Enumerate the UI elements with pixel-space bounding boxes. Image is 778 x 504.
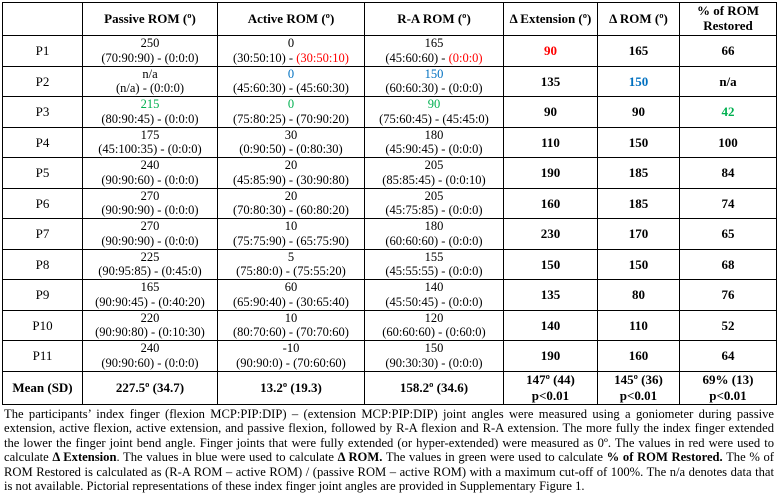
footnote-bold-term: Δ Extension bbox=[52, 450, 117, 465]
data-cell bbox=[680, 310, 777, 341]
value: 180 bbox=[424, 219, 444, 233]
table-row bbox=[3, 188, 777, 219]
value: 165 bbox=[424, 36, 444, 50]
value: 227.5º (34.7) bbox=[115, 379, 185, 395]
value: 90 bbox=[632, 104, 645, 120]
value: (90:90:90) - (0:0:0) bbox=[101, 233, 199, 248]
value: 180 bbox=[424, 127, 444, 142]
value: 240 bbox=[140, 158, 160, 172]
value: 158.2º (34.6) bbox=[399, 379, 469, 395]
value: (45:50:45) - (0:0:0) bbox=[385, 294, 483, 309]
value: (90:90:60) - (0:0:0) bbox=[101, 355, 199, 370]
participant-label: P3 bbox=[3, 97, 83, 128]
value: n/a bbox=[719, 73, 737, 89]
value-red: 90 bbox=[544, 43, 557, 59]
data-cell bbox=[365, 249, 504, 280]
participant-label: P8 bbox=[3, 249, 83, 280]
value: 110 bbox=[541, 134, 560, 150]
data-cell bbox=[365, 371, 504, 404]
value: (80:70:60) - (70:70:60) bbox=[233, 325, 349, 340]
value: (75:80:0) - (75:55:20) bbox=[236, 264, 346, 279]
data-cell bbox=[504, 371, 598, 404]
table-row bbox=[3, 66, 777, 97]
data-cell bbox=[365, 97, 504, 128]
value: 65 bbox=[721, 226, 735, 242]
column-header: Passive ROM (º) bbox=[83, 3, 218, 36]
value: (45:85:90) - (30:90:80) bbox=[233, 172, 349, 187]
data-cell bbox=[83, 341, 218, 372]
footnote-text: . The values in blue were used to calculate bbox=[116, 450, 338, 465]
header-row bbox=[3, 3, 777, 36]
value: 165 bbox=[140, 280, 160, 294]
value: 13.2º (19.3) bbox=[260, 379, 322, 395]
value: 76 bbox=[721, 287, 735, 303]
data-cell bbox=[83, 66, 218, 97]
participant-label: P2 bbox=[3, 66, 83, 97]
value: 68 bbox=[721, 256, 735, 272]
data-cell bbox=[598, 188, 680, 219]
value: 60 bbox=[284, 280, 298, 294]
value: 74 bbox=[721, 195, 735, 211]
value: 135 bbox=[540, 73, 561, 89]
value-green: 90 bbox=[427, 97, 441, 111]
data-cell bbox=[218, 127, 365, 158]
value: (90:90:90) - (0:0:0) bbox=[101, 203, 199, 218]
column-header: % of ROM Restored bbox=[680, 3, 777, 36]
footnote-bold-term: Δ ROM. bbox=[337, 450, 383, 465]
data-cell bbox=[598, 219, 680, 250]
data-cell bbox=[504, 280, 598, 311]
value: 120 bbox=[424, 310, 444, 325]
data-cell bbox=[504, 158, 598, 189]
data-cell bbox=[83, 127, 218, 158]
data-cell bbox=[598, 158, 680, 189]
value: 20 bbox=[284, 158, 298, 172]
rom-results-table bbox=[2, 2, 777, 405]
table-row bbox=[3, 371, 777, 404]
value: 150 bbox=[628, 256, 649, 272]
table-row bbox=[3, 127, 777, 158]
value: 145º (36) bbox=[614, 371, 663, 387]
data-cell bbox=[83, 36, 218, 67]
table-row bbox=[3, 97, 777, 128]
table-row bbox=[3, 249, 777, 280]
value: 69% (13) bbox=[702, 371, 754, 387]
value: 270 bbox=[140, 188, 160, 203]
value: (90:90:0) - (70:60:60) bbox=[236, 355, 346, 370]
value: (0:90:50) - (0:80:30) bbox=[239, 142, 343, 157]
corner-cell bbox=[3, 3, 83, 36]
data-cell bbox=[83, 371, 218, 404]
value: n/a bbox=[142, 66, 158, 81]
value: 66 bbox=[721, 43, 735, 59]
value: -10 bbox=[282, 341, 300, 355]
data-cell bbox=[504, 97, 598, 128]
data-cell bbox=[365, 36, 504, 67]
data-cell bbox=[218, 341, 365, 372]
data-cell bbox=[218, 310, 365, 341]
data-cell bbox=[218, 188, 365, 219]
value: (45:60:30) - (45:60:30) bbox=[233, 81, 349, 96]
data-cell bbox=[365, 188, 504, 219]
value: 147º (44) bbox=[526, 371, 575, 387]
data-cell bbox=[598, 36, 680, 67]
data-cell bbox=[218, 36, 365, 67]
data-cell bbox=[680, 36, 777, 67]
value: 10 bbox=[284, 310, 298, 325]
table-row bbox=[3, 36, 777, 67]
data-cell bbox=[598, 310, 680, 341]
value: 140 bbox=[424, 280, 444, 294]
footnote-text: The % of ROM Restored is calculated as (R-A ROM – active ROM) / (passive ROM – active ROM) with a maximum cut-off of 100%. The n/a denotes data that is not available. Pictorial representations of these index finger joint angles are provided in Supplementary Figure 1. bbox=[4, 450, 774, 494]
value: 20 bbox=[284, 188, 298, 203]
data-cell bbox=[504, 127, 598, 158]
value: 150 bbox=[540, 256, 561, 272]
value: 0 bbox=[287, 36, 295, 50]
data-cell bbox=[680, 127, 777, 158]
value: 150 bbox=[628, 134, 649, 150]
data-cell bbox=[680, 280, 777, 311]
value-green: 0 bbox=[287, 97, 295, 111]
value: (60:60:60) - (0:0:0) bbox=[385, 233, 483, 248]
data-cell bbox=[680, 341, 777, 372]
participant-label: P7 bbox=[3, 219, 83, 250]
data-cell bbox=[598, 341, 680, 372]
value: (80:90:45) - (0:0:0) bbox=[101, 111, 199, 126]
data-cell bbox=[218, 249, 365, 280]
footnote-bold-term: % of ROM Restored. bbox=[606, 450, 723, 465]
data-cell bbox=[504, 310, 598, 341]
value: 110 bbox=[629, 317, 648, 333]
data-cell bbox=[218, 97, 365, 128]
value: 170 bbox=[628, 226, 649, 242]
column-header: Δ ROM (º) bbox=[598, 3, 680, 36]
value: 10 bbox=[284, 219, 298, 233]
value: 220 bbox=[140, 310, 160, 325]
value-red: (30:50:10) bbox=[296, 50, 349, 65]
data-cell bbox=[680, 97, 777, 128]
value-blue: 150 bbox=[424, 66, 444, 81]
value: p<0.01 bbox=[619, 387, 658, 403]
value: (90:90:60) - (0:0:0) bbox=[101, 172, 199, 187]
value-red: (0:0:0) bbox=[448, 50, 483, 65]
value-green: 42 bbox=[721, 104, 735, 120]
data-cell bbox=[504, 249, 598, 280]
value: 64 bbox=[721, 348, 735, 364]
value: (90:95:85) - (0:45:0) bbox=[98, 264, 202, 279]
value: 52 bbox=[721, 317, 735, 333]
participant-label: P6 bbox=[3, 188, 83, 219]
data-cell bbox=[83, 280, 218, 311]
value: (70:80:30) - (60:80:20) bbox=[233, 203, 349, 218]
participant-label: P10 bbox=[3, 310, 83, 341]
participant-label: P1 bbox=[3, 36, 83, 67]
value: (90:30:30) - (0:0:0) bbox=[385, 355, 483, 370]
value: (90:90:45) - (0:40:20) bbox=[95, 294, 205, 309]
table-row bbox=[3, 310, 777, 341]
value: 230 bbox=[540, 226, 561, 242]
data-cell bbox=[598, 280, 680, 311]
value: (65:90:40) - (30:65:40) bbox=[233, 294, 349, 309]
value: (60:60:30) - (0:0:0) bbox=[385, 81, 483, 96]
table-row bbox=[3, 158, 777, 189]
data-cell bbox=[504, 341, 598, 372]
data-cell bbox=[504, 66, 598, 97]
data-cell bbox=[365, 341, 504, 372]
table-row bbox=[3, 280, 777, 311]
value: 185 bbox=[628, 195, 649, 211]
data-cell bbox=[598, 249, 680, 280]
column-header: R-A ROM (º) bbox=[365, 3, 504, 36]
data-cell bbox=[680, 66, 777, 97]
value: 160 bbox=[628, 348, 649, 364]
value: (75:80:25) - (70:90:20) bbox=[233, 111, 349, 126]
data-cell bbox=[365, 280, 504, 311]
data-cell bbox=[680, 371, 777, 404]
value-blue: 0 bbox=[287, 66, 295, 81]
data-cell bbox=[365, 127, 504, 158]
data-cell bbox=[218, 280, 365, 311]
table-row bbox=[3, 341, 777, 372]
value: 190 bbox=[540, 348, 561, 364]
data-cell bbox=[365, 158, 504, 189]
value: 205 bbox=[424, 158, 444, 172]
data-cell bbox=[218, 371, 365, 404]
data-cell bbox=[83, 219, 218, 250]
column-header: Δ Extension (º) bbox=[504, 3, 598, 36]
value: 205 bbox=[424, 188, 444, 203]
value: (85:85:45) - (0:0:10) bbox=[382, 172, 486, 187]
data-cell bbox=[218, 66, 365, 97]
value: 90 bbox=[544, 104, 557, 120]
value: 155 bbox=[424, 249, 444, 264]
value: (45:90:45) - (0:0:0) bbox=[385, 142, 483, 157]
value: 84 bbox=[721, 165, 735, 181]
value: (75:75:90) - (65:75:90) bbox=[233, 233, 349, 248]
data-cell bbox=[504, 36, 598, 67]
data-cell bbox=[83, 310, 218, 341]
table-body bbox=[3, 36, 777, 405]
value-green: 215 bbox=[140, 97, 160, 111]
value: 165 bbox=[628, 43, 649, 59]
data-cell bbox=[504, 188, 598, 219]
value: (75:60:45) - (45:45:0) bbox=[379, 111, 489, 126]
table-row bbox=[3, 219, 777, 250]
value: (45:100:35) - (0:0:0) bbox=[98, 142, 202, 157]
value: p<0.01 bbox=[709, 387, 747, 403]
value: (70:90:90) - (0:0:0) bbox=[101, 50, 199, 65]
value-blue: 150 bbox=[628, 73, 649, 89]
footnote bbox=[2, 405, 776, 495]
value: (30:50:10) - bbox=[233, 50, 297, 65]
data-cell bbox=[680, 219, 777, 250]
data-cell bbox=[365, 66, 504, 97]
data-cell bbox=[83, 188, 218, 219]
value: (45:55:55) - (0:0:0) bbox=[385, 264, 483, 279]
value: (90:90:80) - (0:10:30) bbox=[95, 325, 205, 340]
footnote-text: The values in green were used to calculate bbox=[382, 450, 607, 465]
value: (45:60:60) - bbox=[385, 50, 449, 65]
participant-label: P5 bbox=[3, 158, 83, 189]
value: (n/a) - (0:0:0) bbox=[115, 81, 185, 96]
value: 100 bbox=[718, 134, 738, 150]
mean-label: Mean (SD) bbox=[3, 371, 83, 404]
data-cell bbox=[83, 158, 218, 189]
value: 175 bbox=[140, 127, 160, 142]
data-cell bbox=[365, 219, 504, 250]
value: 140 bbox=[540, 317, 561, 333]
value: 240 bbox=[140, 341, 160, 355]
data-cell bbox=[680, 188, 777, 219]
value: 270 bbox=[140, 219, 160, 233]
value: 150 bbox=[424, 341, 444, 355]
data-cell bbox=[365, 310, 504, 341]
data-cell bbox=[680, 249, 777, 280]
data-cell bbox=[218, 158, 365, 189]
participant-label: P4 bbox=[3, 127, 83, 158]
data-cell bbox=[598, 371, 680, 404]
data-cell bbox=[598, 127, 680, 158]
value: (45:75:85) - (0:0:0) bbox=[385, 203, 483, 218]
data-cell bbox=[504, 219, 598, 250]
value: (60:60:60) - (0:60:0) bbox=[382, 325, 486, 340]
data-cell bbox=[680, 158, 777, 189]
data-cell bbox=[598, 97, 680, 128]
value: 160 bbox=[540, 195, 561, 211]
value: 250 bbox=[140, 36, 160, 50]
value: 190 bbox=[540, 165, 561, 181]
data-cell bbox=[598, 66, 680, 97]
value: 225 bbox=[140, 249, 160, 264]
data-cell bbox=[83, 97, 218, 128]
data-cell bbox=[218, 219, 365, 250]
value: 135 bbox=[540, 287, 561, 303]
footnote-text: The participants’ index finger (flexion MCP:PIP:DIP) – (extension MCP:PIP:DIP) joint angles were measured using a goniometer during passive extension, active flexion, active extension, and passive flexion, followed by R-A flexion and R-A extension. The more fully the index finger extended the lower the finger joint bend angle. Finger joints that were fully extended (or hyper-extended) were measured as 0º. The values in red were used to calculate bbox=[4, 406, 774, 465]
participant-label: P9 bbox=[3, 280, 83, 311]
value: 5 bbox=[287, 249, 295, 264]
value: 80 bbox=[632, 287, 645, 303]
data-cell bbox=[83, 249, 218, 280]
value: 30 bbox=[284, 127, 298, 142]
value: p<0.01 bbox=[531, 387, 570, 403]
participant-label: P11 bbox=[3, 341, 83, 372]
value: 185 bbox=[628, 165, 649, 181]
column-header: Active ROM (º) bbox=[218, 3, 365, 36]
